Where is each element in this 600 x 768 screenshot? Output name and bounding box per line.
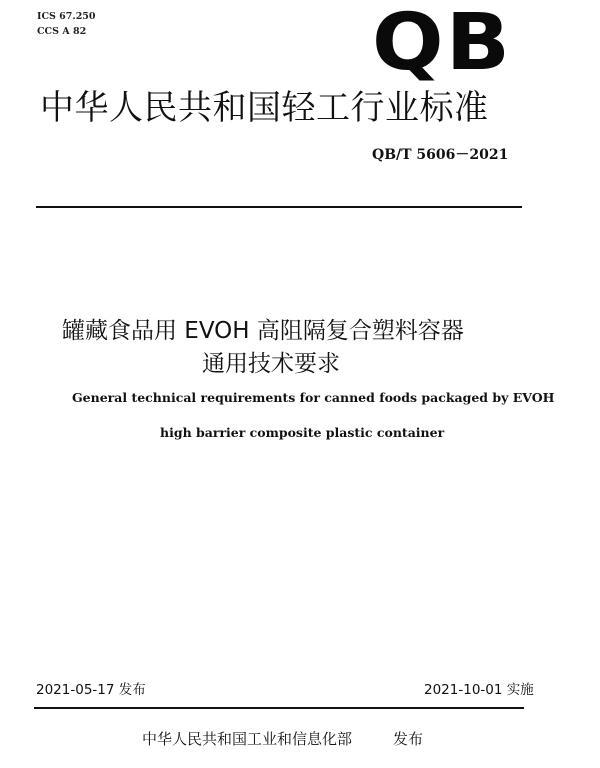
document-title-cn-line1: 罐藏食品用 EVOH 高阻隔复合塑料容器 xyxy=(62,318,464,344)
ics-code: ICS 67.250 xyxy=(37,11,96,22)
implementation-date: 2021-10-01 实施 xyxy=(424,682,534,698)
ccs-code: CCS A 82 xyxy=(37,26,87,37)
issuing-verb: 发布 xyxy=(393,730,424,748)
standard-code: QB/T 5606－2021 xyxy=(372,147,509,163)
qb-logo: QB xyxy=(372,0,513,88)
issue-date: 2021-05-17 发布 xyxy=(36,682,146,698)
standard-category-title: 中华人民共和国轻工行业标准 xyxy=(40,88,489,128)
bottom-divider xyxy=(34,707,524,709)
document-title-cn-line2: 通用技术要求 xyxy=(202,351,340,377)
document-title-en-line1: General technical requirements for canned foods packaged by EVOH xyxy=(72,390,555,405)
top-divider xyxy=(36,206,522,208)
classification-codes xyxy=(37,9,96,39)
issuing-authority: 中华人民共和国工业和信息化部 xyxy=(142,730,353,748)
document-title-en-line2: high barrier composite plastic container xyxy=(160,425,445,440)
